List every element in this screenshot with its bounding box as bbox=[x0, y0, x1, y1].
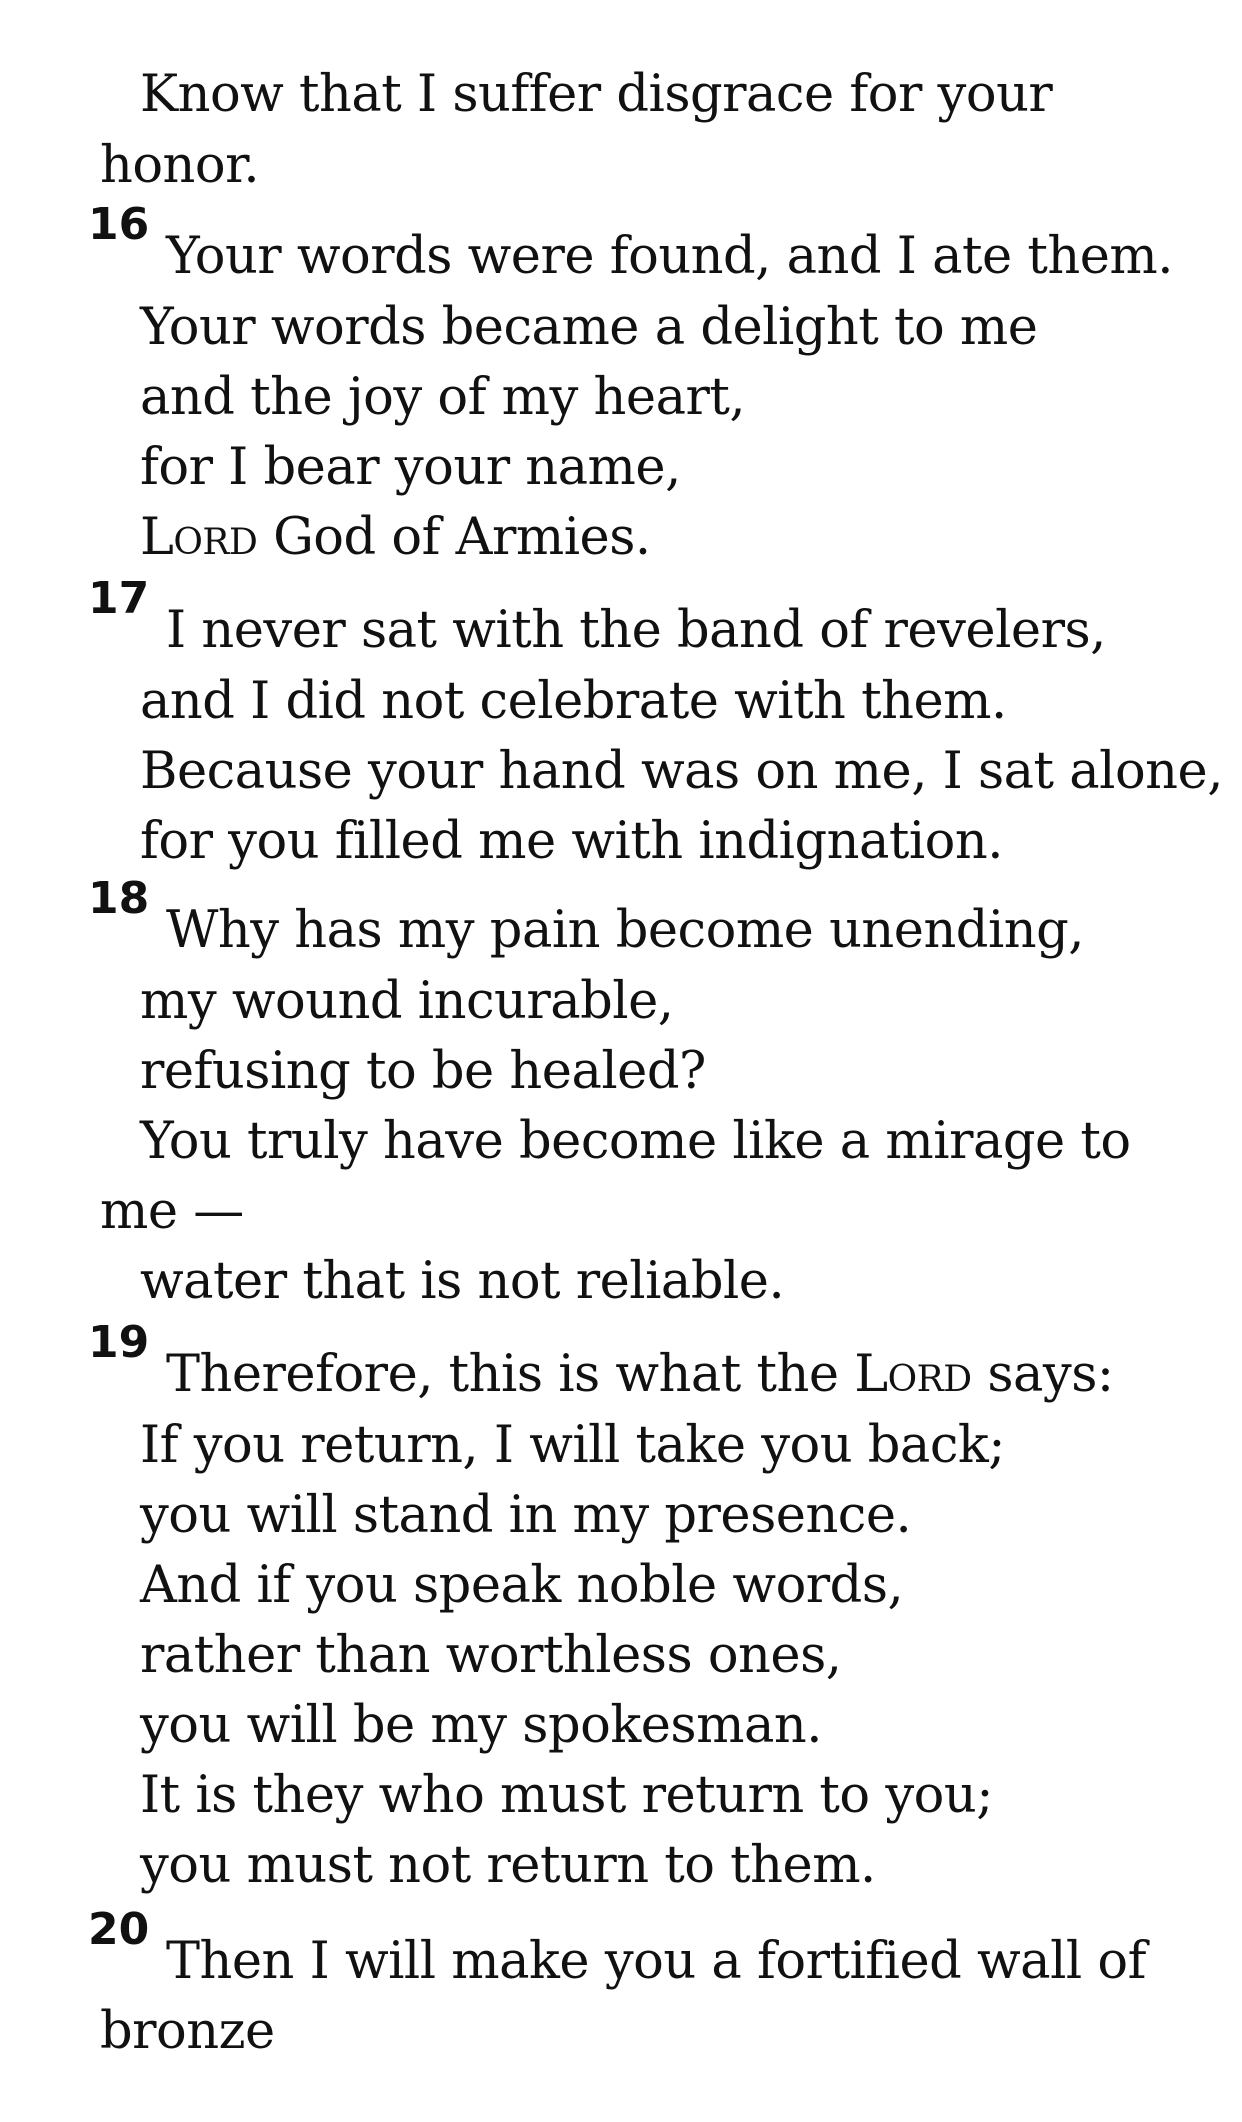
verse-line: water that is not reliable. bbox=[140, 1252, 785, 1311]
verse-line: Because your hand was on me, I sat alone, bbox=[140, 742, 1223, 801]
verse-line: for I bear your name, bbox=[140, 438, 681, 497]
verse-line: Know that I suffer disgrace for your bbox=[140, 65, 1053, 124]
verse-number: 20 bbox=[88, 1904, 150, 1955]
verse-number: 18 bbox=[88, 873, 150, 924]
verse-line-rest: God of Armies. bbox=[257, 508, 651, 567]
verse-first-line: Then I will make you a fortified wall of bbox=[166, 1932, 1146, 1991]
verse-line: And if you speak noble words, bbox=[140, 1556, 904, 1615]
divine-name: Lord bbox=[854, 1345, 972, 1404]
verse-line: rather than worthless ones, bbox=[140, 1626, 842, 1685]
divine-name: Lord bbox=[140, 508, 258, 567]
verse-line: Your words became a delight to me bbox=[140, 298, 1038, 357]
verse-first-line: I never sat with the band of revelers, bbox=[166, 601, 1106, 660]
verse-first-line-pre: Therefore, this is what the bbox=[166, 1345, 855, 1404]
verse-first-line: Your words were found, and I ate them. bbox=[166, 227, 1173, 286]
verse-first-line-post: says: bbox=[971, 1345, 1114, 1404]
verse-line: you will stand in my presence. bbox=[140, 1486, 912, 1545]
verse-first-line bbox=[166, 1340, 1114, 1410]
verse-line: for you filled me with indignation. bbox=[140, 812, 1003, 871]
verse-line: my wound incurable, bbox=[140, 972, 674, 1031]
verse-number: 17 bbox=[88, 573, 150, 624]
verse-line bbox=[140, 503, 651, 573]
verse-first-line: Why has my pain become unending, bbox=[166, 901, 1084, 960]
verse-line: It is they who must return to you; bbox=[140, 1766, 993, 1825]
verse-line: If you return, I will take you back; bbox=[140, 1416, 1005, 1475]
verse-line: you will be my spokesman. bbox=[140, 1696, 822, 1755]
verse-line: You truly have become like a mirage to bbox=[140, 1112, 1131, 1171]
verse-line-wrap: me — bbox=[100, 1182, 244, 1241]
verse-line-wrap: honor. bbox=[100, 136, 260, 195]
verse-line: you must not return to them. bbox=[140, 1836, 876, 1895]
verse-line-wrap: bronze bbox=[100, 2002, 275, 2061]
verse-line: refusing to be healed? bbox=[140, 1042, 706, 1101]
verse-number: 19 bbox=[88, 1317, 150, 1368]
verse-line: and the joy of my heart, bbox=[140, 368, 746, 427]
verse-number: 16 bbox=[88, 199, 150, 250]
verse-line: and I did not celebrate with them. bbox=[140, 672, 1007, 731]
